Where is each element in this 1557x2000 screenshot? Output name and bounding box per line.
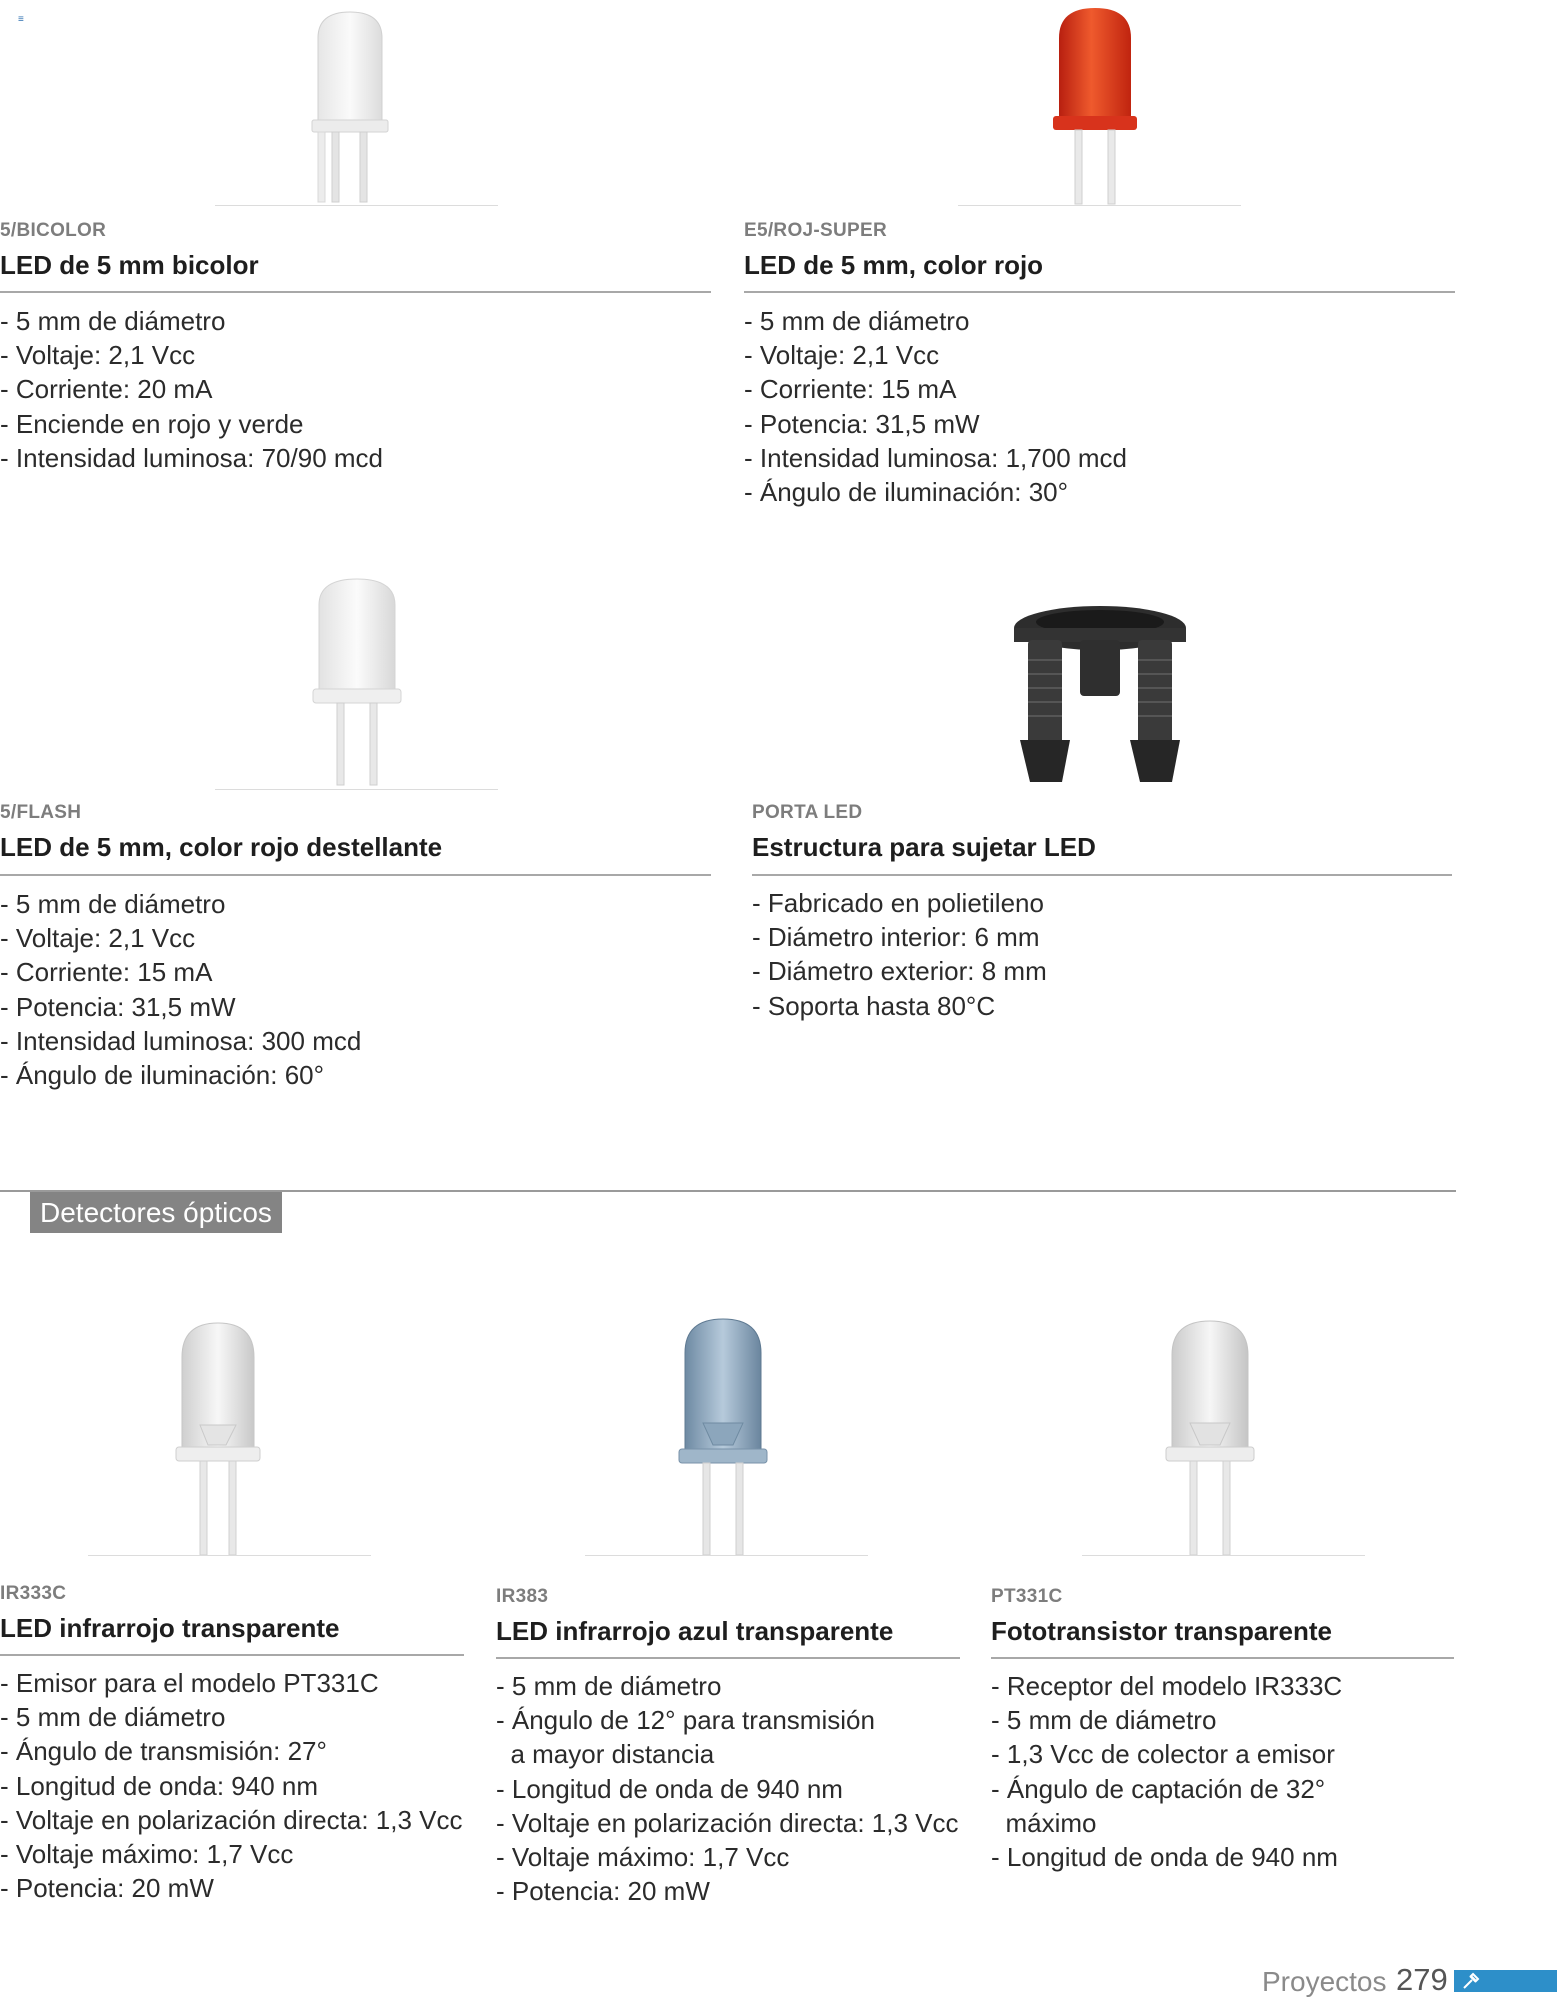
spec-item: máximo bbox=[991, 1807, 1097, 1838]
spec-item: - Corriente: 15 mA bbox=[744, 374, 957, 405]
product-code: IR333C bbox=[0, 1583, 67, 1604]
led-ir-blue-image bbox=[585, 1305, 875, 1560]
spec-item: - Diámetro interior: 6 mm bbox=[752, 922, 1040, 953]
spec-list bbox=[0, 1666, 462, 1905]
spec-item: - Potencia: 31,5 mW bbox=[744, 408, 980, 439]
spec-item: - Receptor del modelo IR333C bbox=[991, 1671, 1343, 1701]
spec-list bbox=[752, 886, 1047, 1023]
product-title: LED infrarrojo azul transparente bbox=[496, 1616, 894, 1646]
page-number: 279 bbox=[1396, 1962, 1448, 1997]
spec-item: - Intensidad luminosa: 300 mcd bbox=[0, 1025, 362, 1056]
section-title: Detectores ópticos bbox=[30, 1192, 282, 1233]
spec-item: - Voltaje: 2,1 Vcc bbox=[744, 340, 940, 371]
image-baseline bbox=[958, 205, 1241, 206]
spec-item: - Longitud de onda: 940 nm bbox=[0, 1770, 319, 1801]
spec-item: - Voltaje en polarización directa: 1,3 Vcc bbox=[0, 1804, 463, 1835]
product-code: 5/FLASH bbox=[0, 802, 82, 823]
spec-item: - Ángulo de 12° para transmisión bbox=[496, 1705, 875, 1736]
spec-item: a mayor distancia bbox=[496, 1739, 715, 1770]
product-title: LED infrarrojo transparente bbox=[0, 1613, 340, 1643]
product-code: PORTA LED bbox=[752, 802, 863, 823]
spec-item: - Voltaje máximo: 1,7 Vcc bbox=[0, 1839, 294, 1870]
spec-item: - Voltaje: 2,1 Vcc bbox=[0, 923, 196, 954]
spec-item: - Potencia: 31,5 mW bbox=[0, 991, 236, 1022]
product-code: E5/ROJ-SUPER bbox=[744, 220, 887, 241]
image-baseline bbox=[215, 205, 498, 206]
spec-item: - 5 mm de diámetro bbox=[0, 889, 226, 919]
product-code: IR383 bbox=[496, 1586, 549, 1607]
spec-item: - Longitud de onda de 940 nm bbox=[991, 1842, 1338, 1873]
spec-list bbox=[0, 887, 361, 1092]
spec-item: - Diámetro exterior: 8 mm bbox=[752, 956, 1047, 987]
image-baseline bbox=[1082, 1555, 1365, 1556]
product-title: Estructura para sujetar LED bbox=[752, 832, 1096, 862]
spec-item: - 5 mm de diámetro bbox=[0, 306, 226, 336]
spec-item: - Corriente: 20 mA bbox=[0, 374, 213, 405]
spec-item: - 1,3 Vcc de colector a emisor bbox=[991, 1739, 1335, 1770]
spec-item: - Longitud de onda de 940 nm bbox=[496, 1773, 843, 1804]
spec-item: - Voltaje máximo: 1,7 Vcc bbox=[496, 1842, 790, 1873]
title-rule bbox=[496, 1657, 960, 1659]
image-baseline bbox=[215, 789, 498, 790]
spec-item: - 5 mm de diámetro bbox=[0, 1702, 226, 1733]
spec-item: - Ángulo de transmisión: 27° bbox=[0, 1736, 327, 1767]
spec-item: - 5 mm de diámetro bbox=[496, 1671, 722, 1701]
led-white-flash-image bbox=[215, 575, 505, 790]
spec-item: - Voltaje en polarización directa: 1,3 Vcc bbox=[496, 1807, 959, 1838]
spec-list bbox=[0, 304, 383, 475]
led-white-diffused-image bbox=[210, 8, 500, 208]
footer-bar bbox=[1454, 1970, 1557, 1992]
spec-item: - Intensidad luminosa: 1,700 mcd bbox=[744, 442, 1127, 473]
spec-item: - Fabricado en polietileno bbox=[752, 888, 1044, 918]
tools-icon bbox=[1460, 1970, 1482, 1992]
spec-item: - Emisor para el modelo PT331C bbox=[0, 1668, 379, 1698]
product-title: LED de 5 mm, color rojo destellante bbox=[0, 832, 443, 862]
footer-section-label: Proyectos bbox=[1262, 1966, 1387, 1997]
led-red-image bbox=[955, 0, 1245, 210]
spec-item: - Corriente: 15 mA bbox=[0, 957, 213, 988]
title-rule bbox=[991, 1657, 1454, 1659]
led-ir-clear-image bbox=[90, 1305, 380, 1560]
spec-list bbox=[991, 1669, 1342, 1874]
led-holder-image bbox=[1000, 600, 1200, 790]
product-title: LED de 5 mm bicolor bbox=[0, 250, 259, 280]
spec-item: - Enciende en rojo y verde bbox=[0, 408, 304, 439]
spec-item: - Ángulo de iluminación: 30° bbox=[744, 477, 1069, 508]
spec-item: - Soporta hasta 80°C bbox=[752, 990, 996, 1021]
title-rule bbox=[752, 874, 1452, 876]
product-code: 5/BICOLOR bbox=[0, 220, 107, 241]
product-code: PT331C bbox=[991, 1586, 1063, 1607]
title-rule bbox=[744, 291, 1455, 293]
phototransistor-clear-image bbox=[1082, 1305, 1372, 1560]
spec-item: - Ángulo de captación de 32° bbox=[991, 1773, 1326, 1804]
spec-list bbox=[744, 304, 1127, 509]
spec-item: - Ángulo de iluminación: 60° bbox=[0, 1060, 325, 1091]
spec-item: - Intensidad luminosa: 70/90 mcd bbox=[0, 442, 383, 473]
title-rule bbox=[0, 291, 711, 293]
product-title: Fototransistor transparente bbox=[991, 1616, 1332, 1646]
product-title: LED de 5 mm, color rojo bbox=[744, 250, 1044, 280]
spec-item: - 5 mm de diámetro bbox=[991, 1705, 1217, 1736]
spec-item: - 5 mm de diámetro bbox=[744, 306, 970, 336]
spec-item: - Potencia: 20 mW bbox=[496, 1876, 710, 1907]
image-baseline bbox=[88, 1555, 371, 1556]
spec-list bbox=[496, 1669, 958, 1908]
menu-icon[interactable]: ≡ bbox=[18, 14, 24, 25]
image-baseline bbox=[585, 1555, 868, 1556]
title-rule bbox=[0, 1654, 464, 1656]
title-rule bbox=[0, 874, 711, 876]
spec-item: - Voltaje: 2,1 Vcc bbox=[0, 340, 196, 371]
spec-item: - Potencia: 20 mW bbox=[0, 1873, 214, 1904]
